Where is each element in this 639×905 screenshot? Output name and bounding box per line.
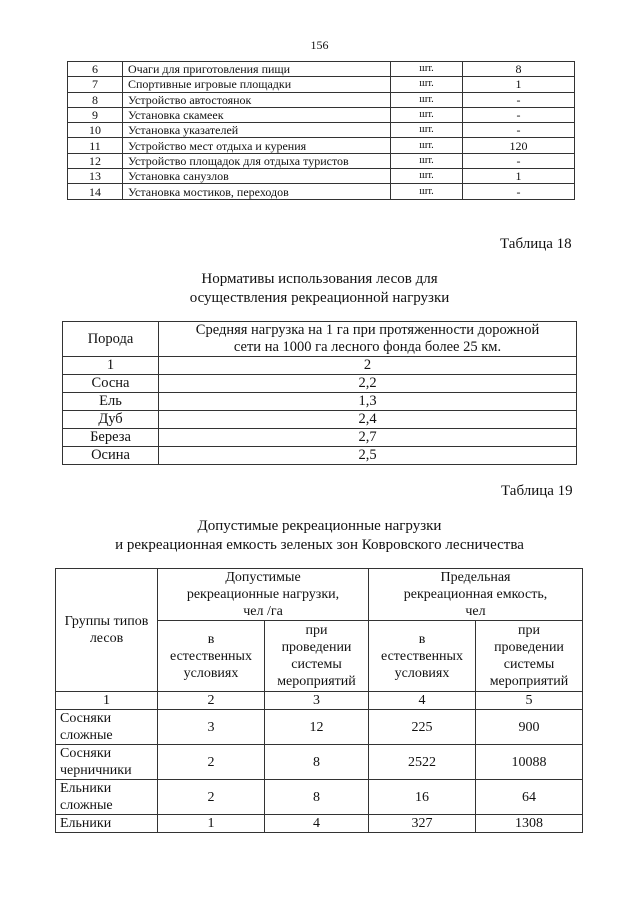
group-cell-line: Сосняки [60,711,112,726]
sub-line: естественных [170,648,252,664]
num-cell: 5 [476,692,583,710]
num-col1: 1 [63,357,159,375]
group-cell-line: сложные [60,798,113,813]
row-number: 13 [68,169,123,184]
capacity-group-header [369,569,583,621]
value-cell: 8 [265,745,369,780]
species-cell: Ель [63,393,159,411]
group-cell [56,745,158,780]
table19-title [0,517,639,555]
table-row [63,429,577,447]
row-number: 9 [68,107,123,122]
row-value: 8 [463,62,575,77]
row-value: - [463,123,575,138]
sub-line: при [518,623,540,638]
sub-line: естественных [381,648,463,664]
row-unit: шт. [391,62,463,77]
group-cell-line: Ельники [60,816,112,831]
value-cell: 3 [158,710,265,745]
table-row [68,92,575,107]
load-header-line1: Средняя нагрузка на 1 га при протяженности дорожной [195,322,540,338]
table19-caption: Таблица 19 [501,483,573,499]
group-header-line1: Группы типов [64,614,149,629]
row-name: Установка указателей [123,123,391,138]
value-cell: 2 [158,780,265,815]
value-cell: 12 [265,710,369,745]
table-row [63,393,577,411]
table-row [56,745,583,780]
table-row [56,815,583,833]
table19-title-line2: и рекреационная емкость зеленых зон Ковровского лесничества [115,537,524,553]
row-value: - [463,107,575,122]
table19-title-line1: Допустимые рекреационные нагрузки [197,518,442,534]
species-header: Порода [63,322,159,357]
load-cell: 2,5 [159,447,577,465]
row-unit: шт. [391,123,463,138]
row-unit: шт. [391,169,463,184]
page-number: 156 [310,38,329,52]
table-row [68,77,575,92]
table-row [68,123,575,138]
value-cell: 900 [476,710,583,745]
species-load-table [62,321,577,465]
value-cell: 8 [265,780,369,815]
load-cell: 1,3 [159,393,577,411]
capacity-group-line2: рекреационная емкость, [403,587,548,602]
table-row [68,153,575,168]
load-group-line1: Допустимые [225,570,301,585]
table-row [68,62,575,77]
group-header-line2: лесов [89,631,124,646]
row-name: Устройство площадок для отдыха туристов [123,153,391,168]
table-row [63,411,577,429]
sub-line: условиях [183,665,239,681]
sub-line: системы [503,657,555,672]
works-table [67,61,575,200]
subheader-measures-load [265,621,369,692]
value-cell: 64 [476,780,583,815]
load-group-line3: чел /га [243,604,283,619]
species-cell: Дуб [63,411,159,429]
sub-line: в [207,631,215,647]
row-name: Установка скамеек [123,107,391,122]
value-cell: 16 [369,780,476,815]
row-unit: шт. [391,92,463,107]
table18-title-line1: Нормативы использования лесов для [201,271,438,287]
species-cell: Осина [63,447,159,465]
subheader-natural-capacity [369,621,476,692]
value-cell: 1 [158,815,265,833]
row-value: - [463,153,575,168]
group-cell-line: Ельники [60,781,112,796]
table18-title-line2: осуществления рекреационной нагрузки [189,290,450,306]
group-cell-line: черничники [60,763,132,778]
subheader-natural-load [158,621,265,692]
load-header-line2: сети на 1000 га лесного фонда более 25 км. [233,339,502,355]
row-unit: шт. [391,184,463,199]
value-cell: 10088 [476,745,583,780]
value-cell: 2 [158,745,265,780]
row-value: - [463,184,575,199]
load-cell: 2,7 [159,429,577,447]
table-row [68,169,575,184]
sub-line: мероприятий [277,674,356,689]
subheader-measures-capacity [476,621,583,692]
group-cell [56,710,158,745]
table-row [63,375,577,393]
table-row [63,447,577,465]
row-number: 7 [68,77,123,92]
sub-line: проведении [281,640,352,655]
row-name: Установка мостиков, переходов [123,184,391,199]
row-unit: шт. [391,138,463,153]
row-value: 1 [463,169,575,184]
capacity-group-line3: чел [465,604,486,619]
load-group-line2: рекреационные нагрузки, [186,587,340,602]
row-name: Установка санузлов [123,169,391,184]
row-name: Устройство автостоянок [123,92,391,107]
row-name: Спортивные игровые площадки [123,77,391,92]
group-cell-line: сложные [60,728,113,743]
capacity-group-line1: Предельная [440,570,511,585]
row-number: 12 [68,153,123,168]
sub-line: проведении [494,640,564,655]
row-number: 8 [68,92,123,107]
num-col2: 2 [159,357,577,375]
table-row [56,710,583,745]
load-group-header [158,569,369,621]
row-number: 14 [68,184,123,199]
row-number: 10 [68,123,123,138]
table-row [68,184,575,199]
row-value: 1 [463,77,575,92]
row-value: - [463,92,575,107]
group-cell-line: Сосняки [60,746,112,761]
row-unit: шт. [391,107,463,122]
sub-line: условиях [394,665,450,681]
table-row [68,138,575,153]
species-cell: Береза [63,429,159,447]
num-cell: 4 [369,692,476,710]
value-cell: 2522 [369,745,476,780]
sub-line: при [305,623,328,638]
recreation-capacity-table [55,568,583,833]
table18-caption: Таблица 18 [500,236,572,252]
value-cell: 327 [369,815,476,833]
num-cell: 2 [158,692,265,710]
group-header [56,569,158,692]
species-cell: Сосна [63,375,159,393]
table18-title [0,270,639,308]
table-row [56,780,583,815]
row-name: Очаги для приготовления пищи [123,62,391,77]
value-cell: 4 [265,815,369,833]
num-cell: 1 [56,692,158,710]
row-unit: шт. [391,153,463,168]
row-number: 11 [68,138,123,153]
load-header [159,322,577,357]
row-number: 6 [68,62,123,77]
group-cell [56,780,158,815]
row-unit: шт. [391,77,463,92]
load-cell: 2,2 [159,375,577,393]
value-cell: 1308 [476,815,583,833]
group-cell [56,815,158,833]
load-cell: 2,4 [159,411,577,429]
sub-line: в [418,631,426,647]
sub-line: мероприятий [489,674,569,689]
num-cell: 3 [265,692,369,710]
row-name: Устройство мест отдыха и курения [123,138,391,153]
row-value: 120 [463,138,575,153]
table-row [68,107,575,122]
sub-line: системы [291,657,342,672]
value-cell: 225 [369,710,476,745]
